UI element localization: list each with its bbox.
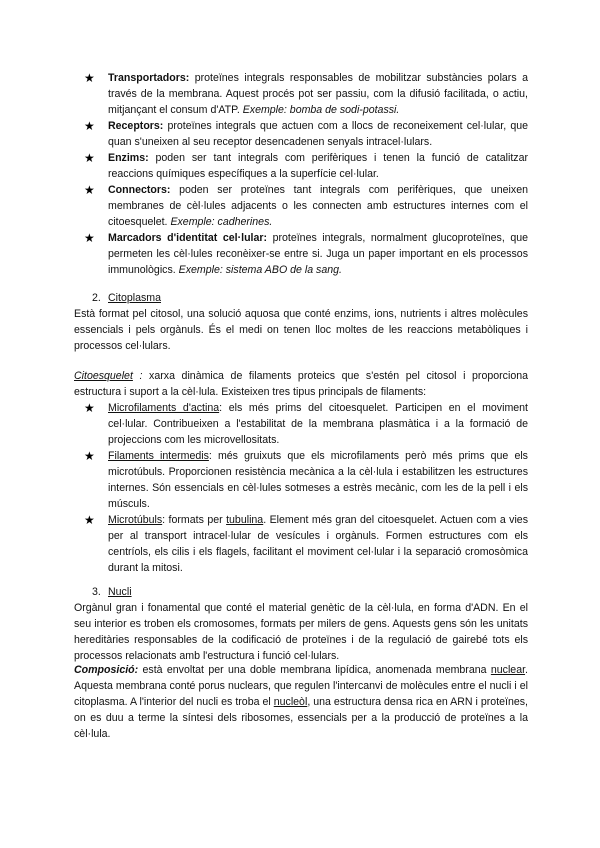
star-icon: ★ bbox=[84, 513, 95, 527]
item-term: Filaments intermedis bbox=[108, 450, 209, 462]
cytoskeleton-intro: xarxa dinàmica de filaments proteics que s'estén pel citosol i proporciona estructura i suport a la cèl·lula. Existeixen tres tipus principals de filaments: bbox=[74, 370, 528, 398]
item-text: : més gruixuts que els microfilaments però més prims que els microtúbuls. Proporcionen resistència mecànica a la cèl·lula i estabilitzen les estructures internes. Són essencials en cèl·lules sotmeses a estrès mecànic, com les de la pell i els músculs. bbox=[108, 450, 528, 510]
cytoplasm-paragraph: Està format pel citosol, una solució aquosa que conté enzims, ions, nutrients i altres molècules essencials i pels orgànuls. És el medi on tenen lloc moltes de les reaccions metabòliques i processos cel·lulars. bbox=[74, 308, 528, 352]
nuclear-link: nuclear bbox=[490, 664, 526, 676]
list-item bbox=[84, 512, 528, 576]
cytoskeleton-label: Citoesquelet bbox=[74, 370, 133, 382]
star-icon: ★ bbox=[84, 231, 95, 245]
item-text: : els més prims del citoesquelet. Participen en el moviment cel·lular. Contribueixen a l'estabilitat de la membrana plasmàtica i a la formació de projeccions com les microvellositats. bbox=[108, 402, 528, 446]
item-example: Exemple: bomba de sodi-potassi. bbox=[242, 104, 400, 116]
list-item bbox=[84, 400, 528, 448]
composition-text-c: , una estructura densa rica en ARN i proteïnes, on es duu a terme la síntesi dels ribosomes, essencials per a la producció de proteïnes a la cèl·lula. bbox=[74, 696, 528, 740]
item-term: Receptors: bbox=[108, 120, 164, 132]
star-icon: ★ bbox=[84, 119, 95, 133]
item-term: Microtúbuls bbox=[108, 514, 163, 526]
membrane-protein-list bbox=[84, 70, 528, 278]
section-title: Citoplasma bbox=[108, 292, 161, 304]
section-heading-cytoplasm bbox=[92, 290, 161, 306]
nucleolus-link: nucleòl bbox=[273, 696, 308, 708]
list-item bbox=[84, 118, 528, 150]
section-number: 3. bbox=[92, 586, 101, 598]
cytoskeleton-label-suffix: : bbox=[132, 370, 143, 382]
item-text: poden ser proteïnes tant integrals com perifèriques, que uneixen membranes de cèl·lules adjacents o les connecten amb estructures internes com el citoesquelet. bbox=[108, 184, 528, 228]
composition-label: Composició: bbox=[74, 664, 139, 676]
item-term: Microfilaments d'actina bbox=[108, 402, 220, 414]
item-term: Marcadors d'identitat cel·lular: bbox=[108, 232, 268, 244]
composition-text-a: està envoltat per una doble membrana lipídica, anomenada membrana bbox=[138, 664, 491, 676]
nucleus-paragraph: Orgànul gran i fonamental que conté el material genètic de la cèl·lula, en forma d'ADN. En el seu interior es troben els cromosomes, formats per milers de gens. Aquests gens són les unitats hereditàries responsables de la codificació de proteïnes i de la regulació de gairebé tots els processos relacionats amb l'estructura i funció cel·lulars. bbox=[74, 602, 528, 662]
list-item bbox=[84, 182, 528, 230]
section-heading-nucleus bbox=[92, 584, 132, 600]
cytoskeleton-paragraph bbox=[74, 368, 528, 400]
item-example: Exemple: sistema ABO de la sang. bbox=[178, 264, 342, 276]
item-term: Transportadors: bbox=[108, 72, 190, 84]
star-icon: ★ bbox=[84, 71, 95, 85]
list-item bbox=[84, 448, 528, 512]
tubulin-link: tubulina bbox=[226, 514, 264, 526]
star-icon: ★ bbox=[84, 449, 95, 463]
item-pre: : formats per bbox=[162, 514, 227, 526]
composition-paragraph bbox=[74, 662, 528, 742]
item-example: Exemple: cadherines. bbox=[170, 216, 273, 228]
item-term: Enzims: bbox=[108, 152, 149, 164]
section-number: 2. bbox=[92, 292, 101, 304]
list-item bbox=[84, 230, 528, 278]
item-text: proteïnes integrals que actuen com a llocs de reconeixement cel·lular, que quan s'uneixen al seu receptor desencadenen senyals intracel·lulars. bbox=[108, 120, 528, 148]
star-icon: ★ bbox=[84, 183, 95, 197]
item-text: proteïnes integrals responsables de mobilitzar substàncies polars a través de la membrana. Aquest procés pot ser passiu, com la difusió facilitada, o actiu, mitjançant el consum d'ATP. bbox=[108, 72, 528, 116]
star-icon: ★ bbox=[84, 151, 95, 165]
item-text: . Element més gran del citoesquelet. Actuen com a vies per al transport intracel·lular de vesícules i orgànuls. Formen estructures com els centríols, els cilis i els flagels, facilitant el moviment cel·lular i la separació cromosòmica durant la mitosi. bbox=[108, 514, 528, 574]
star-icon: ★ bbox=[84, 401, 95, 415]
item-text: poden ser tant integrals com perifèriques i tenen la funció de catalitzar reaccions químiques específiques a la superfície cel·lular. bbox=[108, 152, 528, 180]
filament-list bbox=[84, 400, 528, 576]
composition-text-b: . Aquesta membrana conté porus nuclears, que regulen l'intercanvi de molècules entre el nucli i el citoplasma. A l'interior del nucli es troba el bbox=[74, 664, 528, 708]
section-title: Nucli bbox=[108, 586, 132, 598]
item-term: Connectors: bbox=[108, 184, 171, 196]
list-item bbox=[84, 70, 528, 118]
item-text: proteïnes integrals, normalment glucoproteïnes, que permeten les cèl·lules reconèixer-se entre si. Juga un paper important en els processos immunològics. bbox=[108, 232, 528, 276]
list-item bbox=[84, 150, 528, 182]
